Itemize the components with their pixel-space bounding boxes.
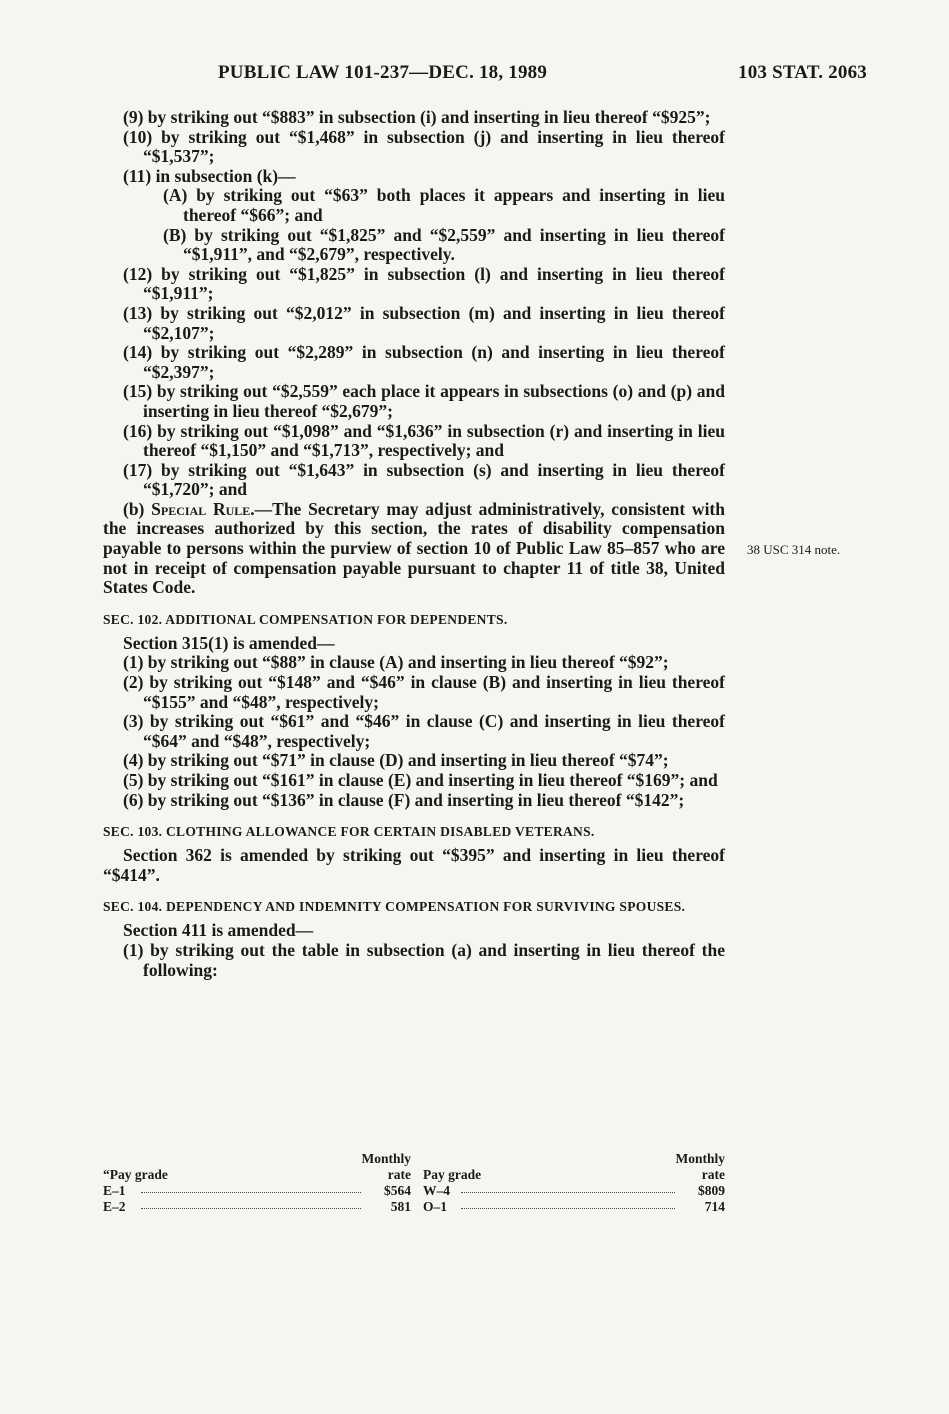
header-statute-page: 103 STAT. 2063 <box>738 62 867 83</box>
paragraph-12: (12) by striking out “$1,825” in subsection (l) and inserting in lieu thereof “$1,911”; <box>123 263 725 304</box>
special-rule-lead: (b) <box>123 498 152 519</box>
table-header-row <box>103 1151 411 1167</box>
special-rule-text: .—The Secretary may adjust administratively, consistent with the increases authorized by this section, the rates of disability compensation payable to persons within the purview of section 10 of Public Law 85–857 who are not in receipt of compensation payable pursuant to chapter 11 of title 38, United States Code. <box>103 498 725 598</box>
rate-header-line1: Monthly <box>361 1151 411 1166</box>
table-header-row <box>423 1151 725 1167</box>
pay-grade-header: Pay grade <box>423 1167 482 1182</box>
paragraph-14: (14) by striking out “$2,289” in subsection (n) and inserting in lieu thereof “$2,397”; <box>123 342 725 382</box>
pay-grade-cell: W–4 <box>423 1183 450 1198</box>
paragraph-9: (9) by striking out “$883” in subsection (i) and inserting in lieu thereof “$925”; <box>123 107 711 127</box>
special-rule-heading: Special Rule <box>151 498 251 519</box>
section-104-intro: Section 411 is amended— <box>123 920 314 941</box>
paragraph-17: (17) by striking out “$1,643” in subsection (s) and inserting in lieu thereof “$1,720”; and <box>123 459 725 500</box>
table-row <box>103 1199 411 1215</box>
section-102-item-6: (6) by striking out “$136” in clause (F) and inserting in lieu thereof “$142”; <box>123 789 685 810</box>
rate-cell: $564 <box>384 1183 411 1198</box>
section-103-heading: SEC. 103. CLOTHING ALLOWANCE FOR CERTAIN DISABLED VETERANS. <box>103 824 595 840</box>
subparagraph-11a: (A) by striking out “$63” both places it appears and inserting in lieu thereof “$66”; and <box>163 185 725 225</box>
table-header-row <box>423 1167 725 1183</box>
section-102-item-2: (2) by striking out “$148” and “$46” in clause (B) and inserting in lieu thereof “$155” and “$48”, respectively; <box>123 672 725 712</box>
pay-grade-cell: O–1 <box>423 1199 448 1214</box>
rate-header-line1: Monthly <box>675 1151 725 1166</box>
section-102-heading: SEC. 102. ADDITIONAL COMPENSATION FOR DEPENDENTS. <box>103 611 508 627</box>
section-103-text: Section 362 is amended by striking out “$395” and inserting in lieu thereof “$414”. <box>103 845 725 885</box>
document-body <box>103 108 725 980</box>
subparagraph-11b: (B) by striking out “$1,825” and “$2,559” and inserting in lieu thereof “$1,911”, and “$2,679”, respectively. <box>163 224 725 265</box>
section-104-item-1: (1) by striking out the table in subsection (a) and inserting in lieu thereof the following: <box>123 939 725 980</box>
paragraph-13: (13) by striking out “$2,012” in subsection (m) and inserting in lieu thereof “$2,107”; <box>123 302 725 343</box>
pay-grade-header: “Pay grade <box>103 1167 168 1182</box>
pay-grade-cell: E–1 <box>103 1183 126 1198</box>
table-row <box>103 1183 411 1199</box>
paragraph-15: (15) by striking out “$2,559” each place it appears in subsections (o) and (p) and inserting in lieu thereof “$2,679”; <box>123 381 725 421</box>
section-102-intro: Section 315(1) is amended— <box>123 632 335 653</box>
rate-cell: $809 <box>698 1183 725 1198</box>
table-header-row <box>103 1167 411 1183</box>
paragraph-10: (10) by striking out “$1,468” in subsection (j) and inserting in lieu thereof “$1,537”; <box>123 126 725 167</box>
header-law-citation: PUBLIC LAW 101-237—DEC. 18, 1989 <box>218 62 548 83</box>
rate-cell: 581 <box>390 1199 411 1214</box>
paragraph-16: (16) by striking out “$1,098” and “$1,636” in subsection (r) and inserting in lieu thereof “$1,150” and “$1,713”, respectively; and <box>123 420 725 461</box>
margin-note: 38 USC 314 note. <box>747 542 841 557</box>
table-column-left <box>103 1151 411 1215</box>
rate-header-line2: rate <box>701 1167 725 1182</box>
section-102-item-5: (5) by striking out “$161” in clause (E) and inserting in lieu thereof “$169”; and <box>123 770 718 790</box>
table-row <box>423 1183 725 1199</box>
dot-leader <box>461 1192 675 1193</box>
special-rule-paragraph <box>103 500 725 598</box>
section-104-heading: SEC. 104. DEPENDENCY AND INDEMNITY COMPENSATION FOR SURVIVING SPOUSES. <box>103 899 686 915</box>
rate-cell: 714 <box>704 1199 725 1214</box>
section-102-item-4: (4) by striking out “$71” in clause (D) and inserting in lieu thereof “$74”; <box>123 750 669 771</box>
rate-header-line2: rate <box>387 1167 411 1182</box>
table-column-right <box>423 1151 725 1215</box>
dot-leader <box>141 1192 361 1193</box>
dot-leader <box>141 1208 361 1209</box>
dot-leader <box>461 1208 675 1209</box>
paragraph-11: (11) in subsection (k)— <box>123 165 296 186</box>
table-row <box>423 1199 725 1215</box>
pay-grade-cell: E–2 <box>103 1199 126 1214</box>
section-102-item-1: (1) by striking out “$88” in clause (A) and inserting in lieu thereof “$92”; <box>123 652 669 673</box>
section-102-item-3: (3) by striking out “$61” and “$46” in clause (C) and inserting in lieu thereof “$64” and “$48”, respectively; <box>123 711 725 751</box>
